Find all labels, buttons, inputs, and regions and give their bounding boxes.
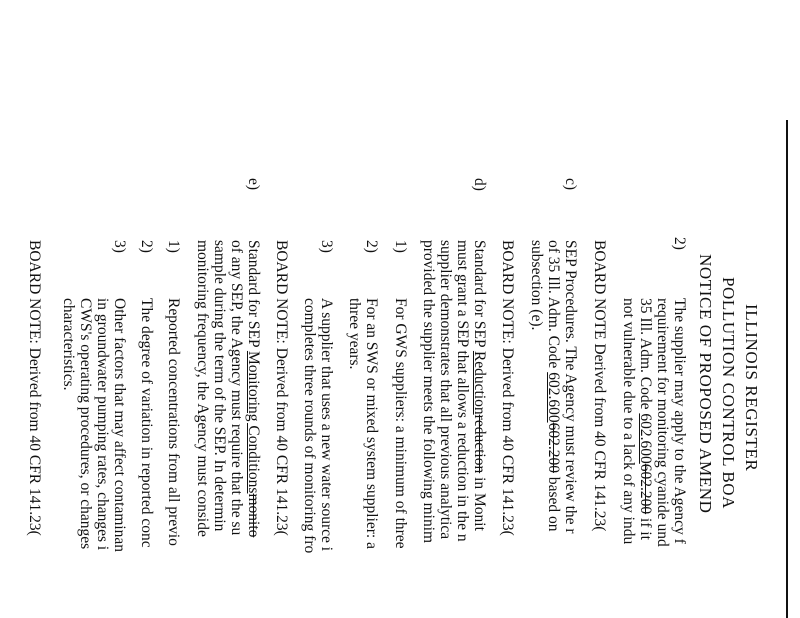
section-e-label: e)	[245, 178, 262, 191]
item-2-line: requirement for monitoring cyanide und	[654, 298, 671, 547]
section-d-item-line: A supplier that uses a new water source i	[318, 298, 335, 552]
section-e-item-line: characteristics.	[60, 298, 77, 391]
text-fragment: 35 Ill. Adm. Code	[637, 298, 654, 414]
section-d-item-line: For GWS suppliers: a minimum of three	[392, 298, 409, 549]
section-c-label: c)	[562, 178, 579, 191]
deleted-text: 602.200	[637, 463, 654, 515]
section-d-line	[470, 240, 488, 531]
board-note: BOARD NOTE: Derived from 40 CFR 141.23(	[499, 240, 516, 536]
text-fragment: if it	[637, 514, 654, 540]
item-2-line: not vulnerable due to a lack of any indu	[620, 298, 637, 545]
deleted-text: 602.200	[545, 422, 562, 473]
section-d-line: provided the supplier meets the following minim	[420, 240, 437, 544]
item-2-label: 2)	[671, 237, 688, 250]
board-note: BOARD NOTE Derived from 40 CFR 141.23(	[591, 240, 608, 532]
header-board: POLLUTION CONTROL BOA	[719, 277, 738, 510]
section-d-item-line: For an SWS or mixed system supplier: a	[363, 298, 380, 549]
item-2-line: The supplier may apply to the Agency f	[671, 298, 688, 544]
section-e-line: of any SEP, the Agency must require that the su	[228, 240, 245, 536]
header-rule	[786, 120, 788, 618]
text-fragment: Standard for SEP	[471, 240, 488, 351]
board-note: BOARD NOTE: Derived from 40 CFR 141.23(	[26, 240, 43, 536]
section-c-line: subsection (e).	[528, 240, 545, 331]
section-e-item-line: CWS's operating procedures, or changes	[77, 298, 94, 550]
item-2-line	[636, 298, 654, 540]
section-d-line: must grant a SEP that allows a reduction in the n	[454, 240, 471, 542]
section-d-item-label: 1)	[392, 240, 409, 253]
section-d-label: d)	[471, 178, 488, 191]
header-register: ILLINOIS REGISTER	[742, 304, 761, 472]
deleted-text: monito	[245, 493, 262, 538]
inserted-text: Reduction	[471, 350, 488, 415]
inserted-text: Monitoring Conditions	[245, 350, 262, 494]
section-d-item-label: 2)	[363, 240, 380, 253]
section-e-item-line: in groundwater pumping rates, changes i	[94, 298, 111, 551]
section-d-item-label: 3)	[318, 240, 335, 253]
section-d-line: supplier demonstrates that all previous analytica	[437, 240, 454, 540]
deleted-text: reduction	[471, 414, 488, 474]
section-e-item-line: Other factors that may affect contaminan	[111, 298, 128, 553]
text-fragment: of 35 Ill. Adm. Code	[545, 240, 562, 373]
board-note: BOARD NOTE: Derived from 40 CFR 141.23(	[273, 240, 290, 536]
section-e-item-label: 1)	[165, 240, 182, 253]
section-e-line: sample during the term of the SEP. In determin	[211, 240, 228, 532]
inserted-text: 602.600	[545, 372, 562, 423]
section-d-item-line: completes three rounds of monitoring fro	[301, 298, 318, 554]
section-e-item-label: 2)	[138, 240, 155, 253]
header-notice: NOTICE OF PROPOSED AMEND	[696, 254, 715, 514]
section-e-line	[244, 240, 262, 537]
section-c-line	[544, 240, 562, 531]
text-fragment: in Monit	[471, 473, 488, 531]
text-fragment: based on	[545, 472, 562, 532]
section-c-line: SEP Procedures. The Agency must review the r	[562, 240, 579, 534]
section-e-item-label: 3)	[111, 240, 128, 253]
section-d-item-line: three years.	[346, 298, 363, 370]
section-e-item-line: The degree of variation in reported conc	[138, 298, 155, 548]
section-e-line: monitoring frequency, the Agency must conside	[194, 240, 211, 537]
text-fragment: Standard for SEP	[245, 240, 262, 351]
section-e-item-line: Reported concentrations from all previo	[165, 298, 182, 546]
inserted-text: 602.600	[637, 413, 654, 464]
